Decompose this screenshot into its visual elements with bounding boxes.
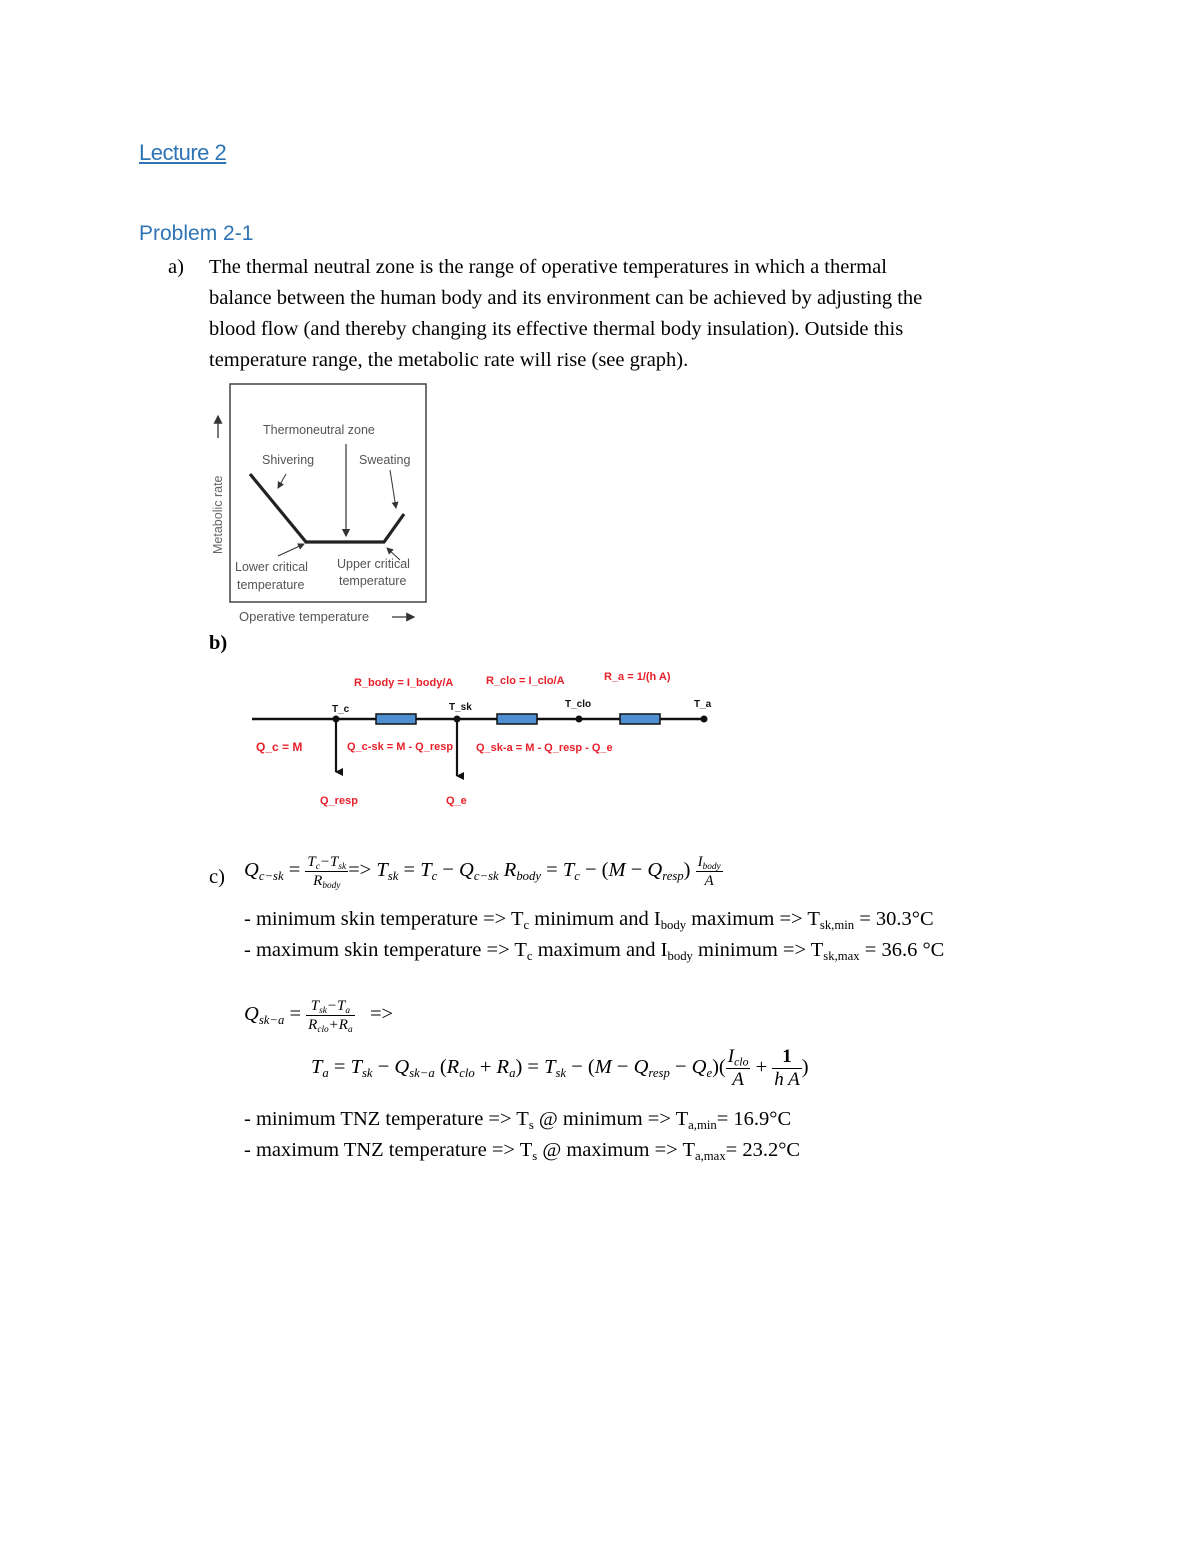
- node-ta-label: T_a: [694, 699, 712, 710]
- q-sk-a-label: Q_sk-a = M - Q_resp - Q_e: [476, 742, 613, 754]
- lower-critical-label-2: temperature: [237, 578, 305, 592]
- resistor-clo: [497, 714, 537, 724]
- equation-2: $Q_{sk-a}$ = $\frac{T_{sk}-T_a}{R_{clo}+R_a}$ =>: [244, 998, 394, 1035]
- sweating-arrow-icon: [390, 470, 396, 508]
- node-ta: [701, 716, 708, 723]
- shivering-label: Shivering: [262, 453, 315, 467]
- r-clo-label: R_clo = I_clo/A: [486, 675, 565, 687]
- eq1-fraction: $\frac{T_c-T_{sk}}{R_{body}}$: [307, 854, 347, 891]
- part-a-label: a): [168, 256, 184, 278]
- metabolic-curve: [250, 474, 404, 542]
- equation-3: $T_a = T_{sk} - Q_{sk-a}$ $(R_{clo} + R_a) = T_{sk} - (M - Q_{resp} - Q_e)$( $\frac{I_{clo}}{A}$ + $\frac{1}{\text{h A}}$ ): [311, 1046, 809, 1090]
- zone-label: Thermoneutral zone: [263, 423, 375, 437]
- part-b-label: b): [209, 632, 228, 654]
- q-resp-label: Q_resp: [320, 795, 358, 807]
- resistor-body: [376, 714, 416, 724]
- eq3-iclo-fraction: $\frac{I_{clo}}{A}$: [727, 1046, 749, 1090]
- problem-title: Problem 2-1: [139, 222, 254, 245]
- eq3-ha-fraction: $\frac{1}{\text{h A}}$: [774, 1046, 800, 1090]
- r-body-label: R_body = I_body/A: [354, 677, 454, 689]
- eq1-ibody-fraction: $\frac{I_{body}}{A}$: [697, 854, 721, 889]
- thermal-circuit-diagram: [250, 662, 720, 812]
- part-a-line-4: temperature range, the metabolic rate will rise (see graph).: [209, 349, 689, 371]
- lower-critical-label-1: Lower critical: [235, 560, 308, 574]
- resistor-a: [620, 714, 660, 724]
- bullet-min-skin: - minimum skin temperature => $T_c$ minimum and $I_{body}$ maximum => $T_{sk,min} = 30.3^\circ C$: [244, 908, 934, 932]
- eq2-fraction: $\frac{T_{sk}-T_a}{R_{clo}+R_a}$: [308, 998, 353, 1035]
- node-tc-label: T_c: [332, 704, 350, 715]
- q-c-sk-label: Q_c-sk = M - Q_resp: [347, 741, 454, 753]
- upper-critical-label-2: temperature: [339, 574, 407, 588]
- y-axis-label: Metabolic rate: [211, 475, 225, 554]
- x-axis-label: Operative temperature: [239, 609, 370, 624]
- part-c-label: c): [209, 866, 225, 888]
- bullet-min-tnz: - minimum TNZ temperature => $T_s$ @ minimum => $T_{a,min}= 16.9^\circ C$: [244, 1108, 792, 1132]
- part-a-line-3: blood flow (and thereby changing its effective thermal body insulation). Outside this: [209, 318, 904, 340]
- sweating-label: Sweating: [359, 453, 411, 467]
- bullet-max-tnz: - maximum TNZ temperature => $T_s$ @ maximum => $T_{a,max}= 23.2^\circ C$: [244, 1139, 801, 1163]
- q-c-label: Q_c = M: [256, 740, 303, 754]
- r-a-label: R_a = 1/(h A): [604, 671, 671, 683]
- lecture-title: Lecture 2: [139, 140, 227, 165]
- node-tclo: [576, 716, 583, 723]
- q-e-label: Q_e: [446, 795, 467, 807]
- node-tclo-label: T_clo: [565, 699, 592, 710]
- upper-critical-label-1: Upper critical: [337, 557, 410, 571]
- equation-1: $Q_{c-sk}$ = $\frac{T_c-T_{sk}}{R_{body}}$ => $T_{sk} = T_c - Q_{c-sk}$ $R_{body} = T_c - (M - Q_{resp})$ $\frac{I_{body}}{A}$: [244, 854, 721, 891]
- thermoneutral-zone-graph: [200, 380, 440, 630]
- shivering-arrow-icon: [278, 474, 286, 488]
- lower-critical-arrow-icon: [278, 544, 304, 556]
- part-a-line-1: The thermal neutral zone is the range of operative temperatures in which a thermal: [209, 256, 887, 278]
- bullet-max-skin: - maximum skin temperature => $T_c$ maximum and $I_{body}$ minimum => $T_{sk,max} = 36.6$ °C: [244, 939, 945, 963]
- part-a-line-2: balance between the human body and its environment can be achieved by adjusting the: [209, 287, 923, 309]
- node-tsk-label: T_sk: [449, 702, 472, 713]
